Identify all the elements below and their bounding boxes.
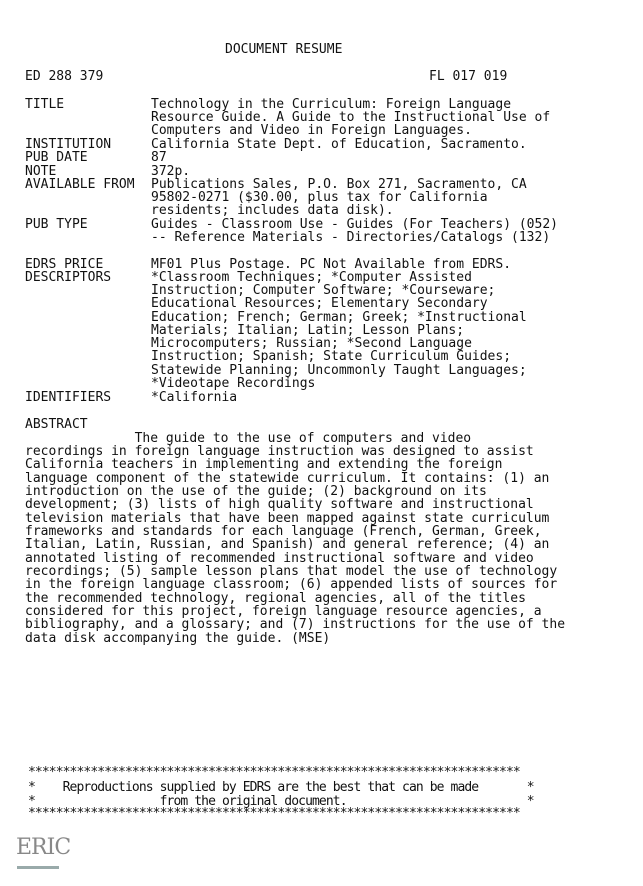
abstract-line-2: recordings in foreign language instruction was designed to assist [25,444,534,459]
pub-type-line-2: -- Reference Materials - Directories/Catalogs (132) [151,230,551,245]
descriptors-line-3: Educational Resources; Elementary Secondary [151,296,488,311]
abstract-line-3: California teachers in implementing and extending the foreign [25,457,503,472]
eric-logo: ERIC [16,835,71,860]
note-value: 372p. [151,164,191,179]
abstract-label: ABSTRACT [25,417,88,432]
descriptors-line-8: Statewide Planning; Uncommonly Taught Languages; [151,363,527,378]
title-line-1: Technology in the Curriculum: Foreign Language [151,97,512,112]
descriptors-line-2: Instruction; Computer Software; *Courseware; [151,283,496,298]
footer-notice-line-1: * Reproductions supplied by EDRS are the best that can be made * [28,780,534,795]
available-label: AVAILABLE FROM [25,177,135,192]
abstract-line-16: data disk accompanying the guide. (MSE) [25,631,331,646]
descriptors-line-9: *Videotape Recordings [151,376,316,391]
abstract-line-7: television materials that have been mapped against state curriculum [25,511,550,526]
footer-stars-bottom: *********************************************************************** [28,806,520,821]
pub-type-line-1: Guides - Classroom Use - Guides (For Teachers) (052) [151,217,558,232]
descriptors-line-4: Education; French; German; Greek; *Instructional [151,310,527,325]
abstract-line-9: Italian, Latin, Russian, and Spanish) and general reference; (4) an [25,537,550,552]
abstract-line-13: the recommended technology, regional agencies, all of the titles [25,591,526,606]
abstract-line-4: language component of the statewide curriculum. It contains: (1) an [25,471,550,486]
fl-number: FL 017 019 [429,69,508,84]
institution-value: California State Dept. of Education, Sacramento. [151,137,527,152]
abstract-line-10: annotated listing of recommended instructional software and video [25,551,534,566]
descriptors-line-7: Instruction; Spanish; State Curriculum Guides; [151,349,512,364]
available-line-3: residents; includes data disk). [151,203,394,218]
pub-date-value: 87 [151,150,167,165]
descriptors-line-5: Materials; Italian; Latin; Lesson Plans; [151,323,465,338]
identifiers-value: *California [151,390,238,405]
pub-date-label: PUB DATE [25,150,88,165]
pub-type-label: PUB TYPE [25,217,88,232]
edrs-price-value: MF01 Plus Postage. PC Not Available from EDRS. [151,257,512,272]
note-label: NOTE [25,164,57,179]
title-line-3: Computers and Video in Foreign Languages. [151,123,472,138]
abstract-line-11: recordings; (5) sample lesson plans that model the use of technology [25,564,558,579]
identifiers-label: IDENTIFIERS [25,390,112,405]
institution-label: INSTITUTION [25,137,112,152]
abstract-line-12: in the foreign language classroom; (6) appended lists of sources for [25,577,558,592]
document-title: DOCUMENT RESUME [225,42,343,57]
available-line-2: 95802-0271 ($30.00, plus tax for California [151,190,488,205]
descriptors-label: DESCRIPTORS [25,270,112,285]
abstract-line-6: development; (3) lists of high quality software and instructional [25,497,534,512]
abstract-line-15: bibliography, and a glossary; and (7) instructions for the use of the [25,617,566,632]
available-line-1: Publications Sales, P.O. Box 271, Sacramento, CA [151,177,527,192]
title-label: TITLE [25,97,65,112]
abstract-line-5: introduction on the use of the guide; (2) background on its [25,484,487,499]
footer-notice-line-2: * from the original document. * [28,794,534,809]
ed-number: ED 288 379 [25,69,104,84]
abstract-line-1: The guide to the use of computers and video [25,431,472,446]
abstract-line-14: considered for this project, foreign language resource agencies, a [25,604,542,619]
edrs-price-label: EDRS PRICE [25,257,104,272]
abstract-line-8: frameworks and standards for each language (French, German, Greek, [25,524,542,539]
descriptors-line-6: Microcomputers; Russian; *Second Language [151,336,472,351]
footer-stars-top: *********************************************************************** [28,765,520,780]
eric-logo-bar [17,866,59,869]
descriptors-line-1: *Classroom Techniques; *Computer Assisted [151,270,472,285]
title-line-2: Resource Guide. A Guide to the Instructional Use of [151,110,551,125]
